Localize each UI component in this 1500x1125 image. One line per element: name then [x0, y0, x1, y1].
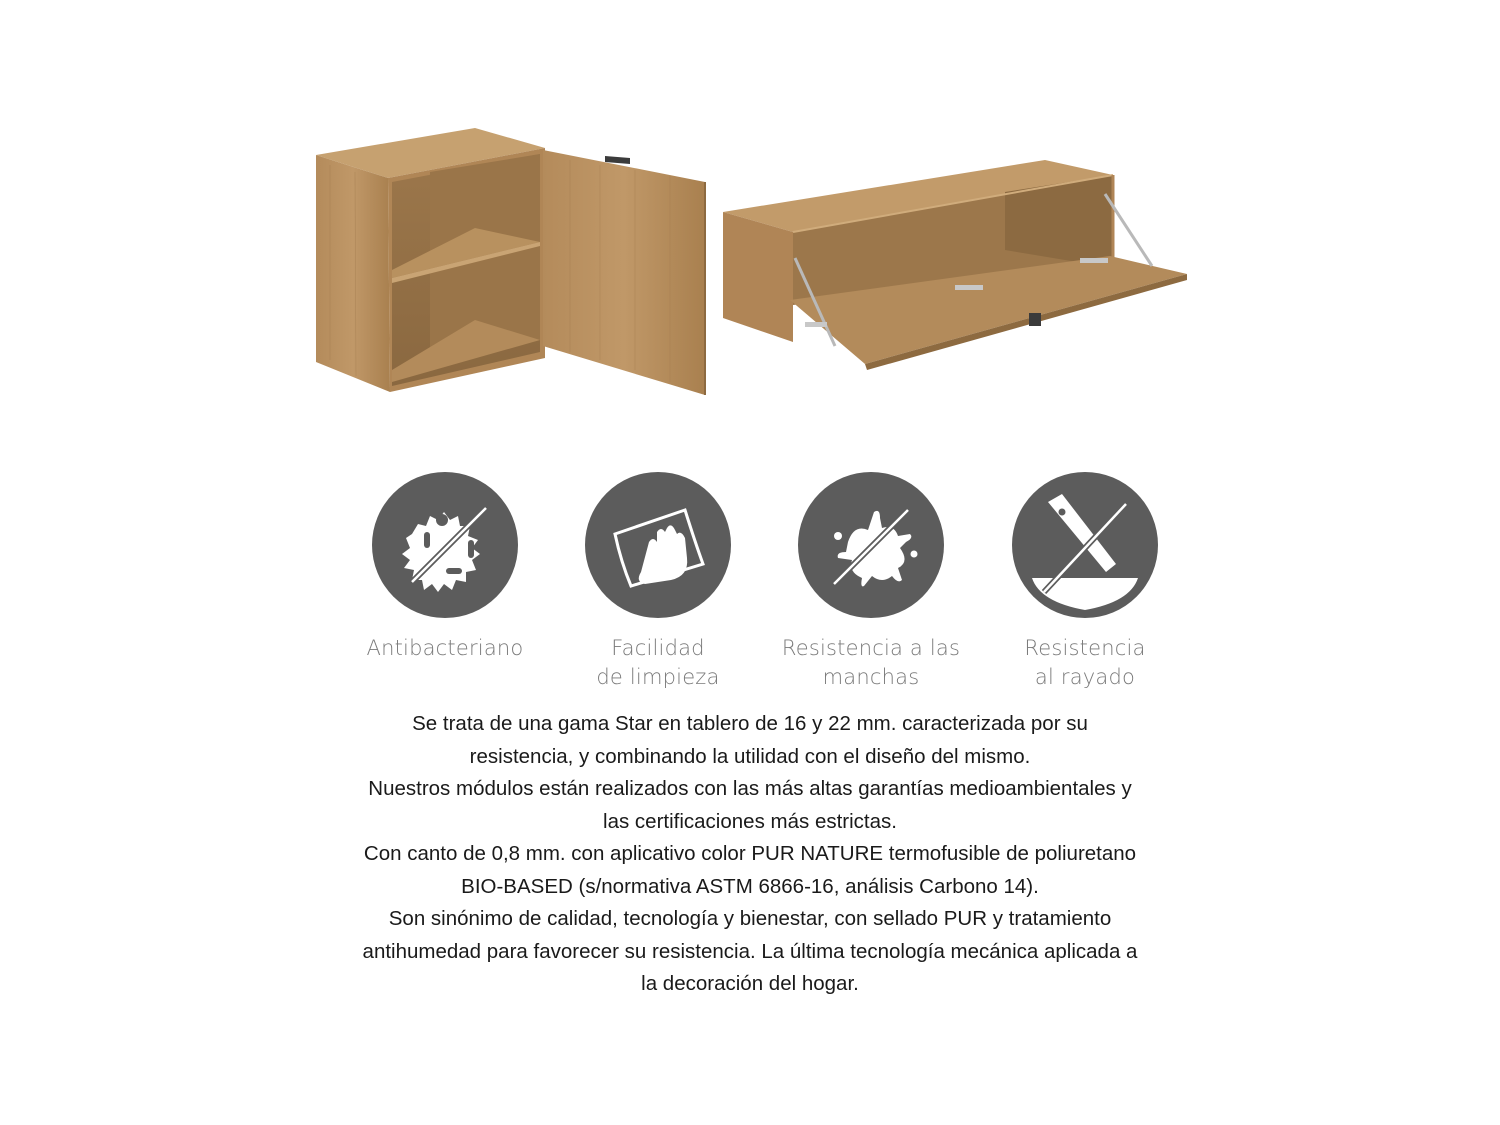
- features-row: [340, 472, 1180, 702]
- description-line: antihumedad para favorecer su resistencia. La última tecnología mecánica aplicada a: [362, 939, 1138, 963]
- description-line: las certificaciones más estrictas.: [603, 809, 897, 833]
- description-line: resistencia, y combinando la utilidad con el diseño del mismo.: [469, 744, 1031, 768]
- description-line: Son sinónimo de calidad, tecnología y bienestar, con sellado PUR y tratamiento: [388, 907, 1112, 930]
- wall-cabinet-flip-door-image: [715, 150, 1195, 370]
- description-line: Se trata de una gama Star en tablero de 16 y 22 mm. caracterizada por su: [412, 712, 1088, 735]
- feature-easy-cleaning: [553, 472, 763, 692]
- description-line: Con canto de 0,8 mm. con aplicativo color PUR NATURE termofusible de poliuretano: [363, 842, 1137, 865]
- description-line: BIO-BASED (s/normativa ASTM 6866-16, análisis Carbono 14).: [461, 874, 1039, 898]
- feature-scratch-resistance: [980, 472, 1190, 692]
- feature-label-line1: Resistencia: [1024, 636, 1146, 660]
- antibacterial-icon: [372, 472, 518, 618]
- feature-label-line1: Resistencia a las: [781, 636, 961, 660]
- feature-label: [340, 634, 550, 663]
- cleaning-hand-icon: [585, 472, 731, 618]
- feature-label-line2: manchas: [822, 665, 920, 689]
- feature-label-line2: de limpieza: [596, 665, 720, 689]
- wall-cabinet-single-door-image: [300, 120, 720, 410]
- feature-label-line1: Antibacteriano: [366, 636, 524, 660]
- feature-label-line2: al rayado: [1034, 665, 1136, 689]
- feature-label: [553, 634, 763, 692]
- feature-stain-resistance: [766, 472, 976, 692]
- feature-label: [980, 634, 1190, 692]
- feature-antibacterial: [340, 472, 550, 663]
- scratch-resistance-icon: [1012, 472, 1158, 618]
- feature-label-line1: Facilidad: [611, 636, 705, 660]
- product-description: [290, 708, 1210, 1001]
- stain-resistance-icon: [798, 472, 944, 618]
- description-line: Nuestros módulos están realizados con las más altas garantías medioambientales y: [368, 777, 1132, 800]
- product-images: [300, 120, 1200, 410]
- description-line: la decoración del hogar.: [641, 972, 859, 995]
- feature-label: [766, 634, 976, 692]
